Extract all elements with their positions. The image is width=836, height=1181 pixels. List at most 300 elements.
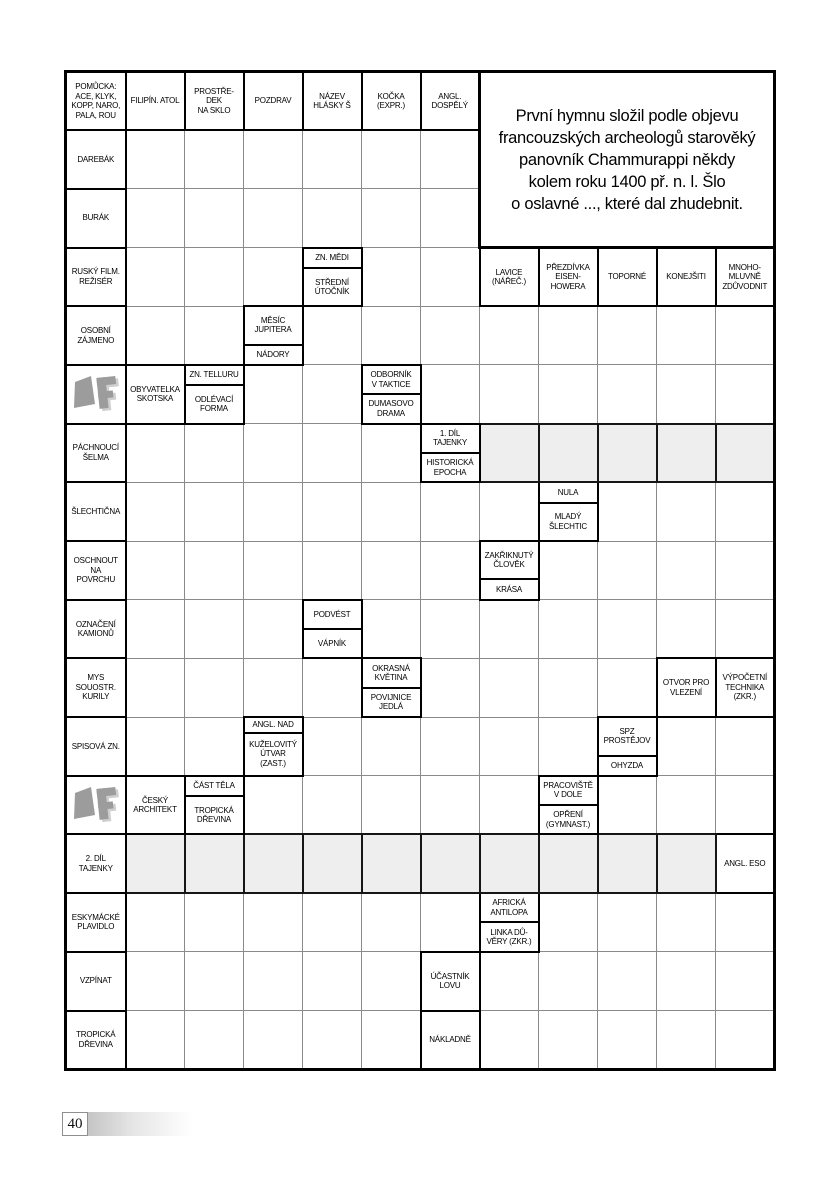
- answer-cell: [539, 658, 598, 717]
- clue-text-line: LOVU: [439, 981, 461, 991]
- grid-row: [66, 482, 775, 541]
- clue-text-line: ANGL. NAD: [252, 720, 294, 730]
- answer-cell: [480, 717, 539, 776]
- clue-text-line: OPŘENÍ: [553, 810, 583, 820]
- solution-answer-cell: [480, 834, 539, 893]
- answer-cell: [421, 541, 480, 600]
- clue-text-line: 1. DÍL: [439, 428, 461, 438]
- clue-text-line: KONEJŠITI: [666, 272, 706, 282]
- clue-text-line: ŠLECHTIČNA: [71, 506, 121, 516]
- answer-cell: [421, 130, 480, 189]
- clue-cell: [66, 717, 126, 776]
- clue-text-line: SOUOSTR.: [75, 682, 116, 692]
- answer-cell: [539, 600, 598, 659]
- answer-cell: [126, 130, 185, 189]
- clue-text-line: DAREBÁK: [77, 154, 115, 164]
- clue-text-line: PODVÉST: [313, 609, 351, 619]
- clue-text-line: ZN. TELLURU: [189, 370, 239, 380]
- answer-cell: [185, 482, 244, 541]
- answer-cell: [185, 658, 244, 717]
- clue-text-line: ZAKŘIKNUTÝ: [484, 550, 534, 560]
- clue-cell: [716, 658, 775, 717]
- answer-cell: [716, 600, 775, 659]
- answer-cell: [539, 1011, 598, 1070]
- clue-text-line: ESKYMÁCKÉ: [71, 912, 120, 922]
- clue-text-line: (GYMNAST.): [545, 819, 591, 829]
- split-clue-cell: [303, 600, 362, 659]
- answer-cell: [303, 365, 362, 424]
- clue-cell: [66, 72, 126, 131]
- clue-cell: [126, 776, 185, 835]
- clue-text-line: OKRASNÁ: [372, 663, 410, 673]
- answer-cell: [716, 776, 775, 835]
- answer-cell: [598, 776, 657, 835]
- clue-text-line: HOWERA: [550, 281, 586, 291]
- answer-cell: [303, 776, 362, 835]
- clue-text-line: ANGL.: [438, 91, 462, 101]
- answer-cell: [421, 306, 480, 365]
- grid-row: [66, 834, 775, 893]
- clue-text-line: PRACOVIŠTĚ: [543, 780, 593, 790]
- split-clue-cell: [539, 482, 598, 541]
- answer-cell: [716, 541, 775, 600]
- answer-cell: [362, 306, 421, 365]
- clue-text-line: DUMASOVO: [368, 399, 414, 409]
- puzzle-legend-text: [481, 105, 773, 215]
- clue-cell: [716, 248, 775, 307]
- clue-text-line: FILIPÍN. ATOL: [130, 96, 180, 106]
- page-footer: [62, 1112, 192, 1136]
- clue-text-line: KURILY: [82, 692, 110, 702]
- clue-text-line: (ZAST.): [260, 758, 286, 768]
- split-clue-stack: [481, 894, 538, 951]
- clue-part: [363, 393, 420, 422]
- answer-cell: [657, 776, 716, 835]
- answer-cell: [126, 189, 185, 248]
- answer-cell: [126, 658, 185, 717]
- solution-answer-cell: [362, 834, 421, 893]
- answer-cell: [598, 952, 657, 1011]
- answer-cell: [303, 952, 362, 1011]
- answer-cell: [657, 541, 716, 600]
- clue-text-line: VĚRY (ZKR.): [486, 937, 532, 947]
- answer-cell: [244, 130, 303, 189]
- clue-text-line: DOSPĚLÝ: [431, 101, 468, 111]
- clue-text-line: EPOCHA: [433, 467, 467, 477]
- answer-cell: [480, 365, 539, 424]
- answer-cell: [716, 893, 775, 952]
- clue-text-line: PŘEZDÍVKA: [546, 262, 590, 272]
- logo-cell: [66, 776, 126, 835]
- clue-cell: [66, 306, 126, 365]
- solution-answer-cell: [126, 834, 185, 893]
- answer-cell: [303, 189, 362, 248]
- answer-cell: [362, 248, 421, 307]
- answer-cell: [244, 541, 303, 600]
- magazine-logo-icon: [71, 784, 121, 826]
- clue-text-line: KOČKA: [377, 91, 405, 101]
- clue-text-line: PLAVIDLO: [77, 922, 115, 932]
- clue-text-line: (ZKR.): [733, 692, 756, 702]
- split-clue-stack: [363, 366, 420, 423]
- answer-cell: [126, 717, 185, 776]
- crossword-grid-body: [66, 72, 775, 1070]
- clue-text-line: OSOBNÍ: [80, 326, 111, 336]
- solution-answer-cell: [539, 424, 598, 483]
- clue-part: [245, 732, 302, 775]
- answer-cell: [657, 600, 716, 659]
- clue-text-line: POVIJNICE: [370, 692, 412, 702]
- answer-cell: [244, 658, 303, 717]
- answer-cell: [303, 130, 362, 189]
- legend-line: panovník Chammurappi někdy: [519, 150, 735, 169]
- clue-cell: [126, 72, 185, 131]
- split-clue-stack: [186, 366, 243, 423]
- split-clue-stack: [245, 307, 302, 364]
- clue-text-line: DRAMA: [377, 408, 405, 418]
- clue-part: [481, 542, 538, 578]
- grid-row: [66, 306, 775, 365]
- grid-row: [66, 600, 775, 659]
- clue-text-line: ČÁST TĚLA: [193, 781, 235, 791]
- answer-cell: [185, 248, 244, 307]
- clue-part: [245, 307, 302, 343]
- grid-row: [66, 952, 775, 1011]
- split-clue-cell: [598, 717, 657, 776]
- clue-text-line: TAJENKY: [78, 863, 113, 873]
- clue-text-line: RUSKÝ FILM.: [71, 267, 120, 277]
- clue-text-line: ŠLECHTIC: [549, 521, 587, 531]
- clue-part: [304, 628, 361, 657]
- answer-cell: [244, 482, 303, 541]
- answer-cell: [598, 658, 657, 717]
- answer-cell: [362, 600, 421, 659]
- split-clue-cell: [539, 776, 598, 835]
- answer-cell: [303, 424, 362, 483]
- solution-answer-cell: [244, 834, 303, 893]
- clue-cell: [66, 541, 126, 600]
- clue-text-line: TROPICKÁ: [76, 1030, 116, 1040]
- split-clue-cell: [362, 658, 421, 717]
- clue-cell: [657, 658, 716, 717]
- clue-part: [540, 804, 597, 833]
- answer-cell: [362, 541, 421, 600]
- clue-part: [599, 718, 656, 754]
- clue-text-line: JUPITERA: [254, 325, 292, 335]
- answer-cell: [303, 482, 362, 541]
- answer-cell: [362, 717, 421, 776]
- answer-cell: [303, 1011, 362, 1070]
- answer-cell: [362, 482, 421, 541]
- clue-text-line: HISTORICKÁ: [426, 458, 474, 468]
- clue-text-line: DŘEVINA: [196, 815, 232, 825]
- clue-text-line: SKOTSKA: [136, 394, 174, 404]
- clue-cell: [126, 365, 185, 424]
- answer-cell: [657, 365, 716, 424]
- clue-text-line: MLADÝ: [554, 512, 582, 522]
- grid-row: [66, 776, 775, 835]
- solution-answer-cell: [657, 834, 716, 893]
- answer-cell: [657, 306, 716, 365]
- answer-cell: [480, 1011, 539, 1070]
- split-clue-stack: [540, 483, 597, 540]
- clue-cell: [66, 658, 126, 717]
- clue-part: [363, 659, 420, 686]
- clue-text-line: (NÁŘEČ.): [492, 277, 526, 287]
- clue-text-line: VLEZENÍ: [670, 687, 702, 697]
- clue-text-line: MLUVNĚ: [728, 272, 761, 282]
- legend-line: První hymnu složil podle objevu: [515, 106, 739, 125]
- answer-cell: [539, 541, 598, 600]
- clue-text-line: POVRCHU: [76, 575, 116, 585]
- answer-cell: [598, 893, 657, 952]
- answer-cell: [421, 189, 480, 248]
- clue-part: [363, 366, 420, 393]
- answer-cell: [716, 717, 775, 776]
- answer-cell: [421, 600, 480, 659]
- clue-text-line: PALA, ROU: [75, 110, 116, 120]
- answer-cell: [244, 189, 303, 248]
- clue-cell: [66, 893, 126, 952]
- answer-cell: [126, 306, 185, 365]
- answer-cell: [185, 189, 244, 248]
- answer-cell: [362, 130, 421, 189]
- clue-text-line: OZNAČENÍ: [75, 619, 116, 629]
- split-clue-stack: [186, 777, 243, 834]
- clue-part: [599, 755, 656, 775]
- clue-text-line: MĚSÍC: [260, 315, 286, 325]
- clue-text-line: NA SKLO: [197, 105, 231, 115]
- answer-cell: [362, 189, 421, 248]
- clue-text-line: ZN. MĚDI: [315, 252, 349, 262]
- answer-cell: [421, 658, 480, 717]
- clue-part: [186, 366, 243, 384]
- clue-part: [422, 425, 479, 452]
- legend-line: o oslavné ..., které dal zhudebnit.: [511, 194, 743, 213]
- answer-cell: [126, 600, 185, 659]
- clue-text-line: EISEN-: [555, 272, 581, 282]
- grid-row: [66, 365, 775, 424]
- clue-cell: [421, 1011, 480, 1070]
- grid-row: [66, 717, 775, 776]
- clue-text-line: KUŽELOVITÝ: [249, 739, 297, 749]
- clue-cell: [244, 72, 303, 131]
- answer-cell: [185, 541, 244, 600]
- answer-cell: [539, 306, 598, 365]
- answer-cell: [185, 717, 244, 776]
- answer-cell: [421, 248, 480, 307]
- solution-answer-cell: [480, 424, 539, 483]
- solution-answer-cell: [185, 834, 244, 893]
- split-clue-cell: [303, 248, 362, 307]
- answer-cell: [480, 306, 539, 365]
- clue-part: [245, 344, 302, 364]
- answer-cell: [303, 717, 362, 776]
- answer-cell: [185, 130, 244, 189]
- clue-part: [304, 249, 361, 267]
- clue-cell: [480, 248, 539, 307]
- clue-text-line: PROSTŘE-: [194, 86, 234, 96]
- clue-text-line: ÚTOČNÍK: [314, 287, 350, 297]
- split-clue-stack: [422, 425, 479, 482]
- answer-cell: [362, 893, 421, 952]
- clue-cell: [421, 72, 480, 131]
- clue-text-line: ACE, KLYK,: [75, 91, 117, 101]
- clue-text-line: OHYZDA: [610, 760, 644, 770]
- clue-text-line: TECHNIKA: [725, 682, 765, 692]
- answer-cell: [362, 1011, 421, 1070]
- answer-cell: [598, 306, 657, 365]
- answer-cell: [539, 717, 598, 776]
- clue-text-line: DEK: [206, 96, 222, 106]
- clue-text-line: KVĚTINA: [374, 673, 408, 683]
- clue-cell: [66, 600, 126, 659]
- clue-part: [540, 502, 597, 540]
- clue-text-line: FORMA: [200, 404, 228, 414]
- answer-cell: [598, 600, 657, 659]
- clue-text-line: TOPORNÉ: [607, 272, 646, 282]
- answer-cell: [244, 365, 303, 424]
- solution-answer-cell: [716, 424, 775, 483]
- answer-cell: [362, 776, 421, 835]
- clue-text-line: TAJENKY: [432, 438, 467, 448]
- answer-cell: [126, 541, 185, 600]
- clue-text-line: NÁZEV: [319, 91, 345, 101]
- clue-part: [481, 578, 538, 598]
- split-clue-stack: [363, 659, 420, 716]
- legend-line: kolem roku 1400 př. n. l. Šlo: [528, 172, 726, 191]
- legend-line: francouzských archeologů starověký: [498, 128, 756, 147]
- clue-cell: [362, 72, 421, 131]
- answer-cell: [126, 248, 185, 307]
- answer-cell: [598, 482, 657, 541]
- clue-text-line: LAVICE: [495, 267, 523, 277]
- answer-cell: [126, 952, 185, 1011]
- split-clue-stack: [540, 777, 597, 834]
- answer-cell: [539, 365, 598, 424]
- clue-part: [540, 483, 597, 501]
- clue-text-line: TROPICKÁ: [194, 805, 234, 815]
- answer-cell: [716, 482, 775, 541]
- answer-cell: [480, 952, 539, 1011]
- clue-cell: [303, 72, 362, 131]
- clue-text-line: SPISOVÁ ZN.: [71, 741, 120, 751]
- answer-cell: [244, 248, 303, 307]
- clue-part: [363, 687, 420, 716]
- clue-cell: [66, 834, 126, 893]
- magazine-logo-icon: [71, 373, 121, 415]
- answer-cell: [421, 776, 480, 835]
- answer-cell: [480, 482, 539, 541]
- answer-cell: [185, 952, 244, 1011]
- clue-cell: [66, 130, 126, 189]
- clue-text-line: ARCHITEKT: [133, 805, 177, 815]
- answer-cell: [362, 424, 421, 483]
- clue-text-line: 2. DÍL: [85, 854, 106, 864]
- split-clue-cell: [244, 306, 303, 365]
- clue-cell: [539, 248, 598, 307]
- crossword-grid: [64, 70, 776, 1071]
- grid-row: [66, 1011, 775, 1070]
- answer-cell: [657, 952, 716, 1011]
- clue-cell: [66, 1011, 126, 1070]
- split-clue-cell: [244, 717, 303, 776]
- grid-row: [66, 541, 775, 600]
- clue-text-line: ČESKÝ: [141, 795, 169, 805]
- grid-row: [66, 72, 775, 131]
- answer-cell: [244, 600, 303, 659]
- answer-cell: [244, 893, 303, 952]
- clue-text-line: DŘEVINA: [78, 1039, 113, 1049]
- clue-text-line: ANGL. ESO: [724, 859, 766, 869]
- clue-text-line: VÝPOČETNÍ: [722, 673, 767, 683]
- clue-cell: [185, 72, 244, 131]
- clue-text-line: ODLÉVACÍ: [194, 394, 234, 404]
- clue-part: [481, 921, 538, 950]
- clue-text-line: ZÁJMENO: [77, 335, 115, 345]
- logo-cell: [66, 365, 126, 424]
- answer-cell: [421, 717, 480, 776]
- grid-row: [66, 893, 775, 952]
- clue-cell: [66, 482, 126, 541]
- clue-text-line: ANTILOPA: [490, 907, 528, 917]
- clue-text-line: REŽISÉR: [79, 276, 113, 286]
- clue-part: [540, 777, 597, 804]
- clue-text-line: ÚČASTNÍK: [430, 971, 470, 981]
- clue-text-line: POMŮCKA:: [75, 82, 117, 92]
- clue-text-line: OBYVATELKA: [130, 384, 180, 394]
- solution-answer-cell: [303, 834, 362, 893]
- answer-cell: [185, 1011, 244, 1070]
- answer-cell: [657, 717, 716, 776]
- clue-text-line: ODBORNÍK: [370, 370, 412, 380]
- grid-row: [66, 658, 775, 717]
- clue-text-line: VÁPNÍK: [317, 638, 347, 648]
- split-clue-stack: [245, 718, 302, 775]
- clue-text-line: NÁKLADNĚ: [429, 1034, 471, 1044]
- answer-cell: [539, 952, 598, 1011]
- answer-cell: [421, 365, 480, 424]
- answer-cell: [598, 541, 657, 600]
- clue-text-line: KRÁSA: [495, 584, 523, 594]
- split-clue-stack: [304, 601, 361, 658]
- answer-cell: [657, 1011, 716, 1070]
- split-clue-stack: [481, 542, 538, 599]
- solution-answer-cell: [598, 424, 657, 483]
- split-clue-stack: [599, 718, 656, 775]
- answer-cell: [244, 776, 303, 835]
- page-number: 40: [62, 1112, 88, 1136]
- clue-text-line: VZPÍNAT: [79, 976, 112, 986]
- clue-text-line: SPZ: [619, 726, 635, 736]
- clue-part: [481, 894, 538, 921]
- answer-cell: [126, 424, 185, 483]
- answer-cell: [362, 952, 421, 1011]
- clue-part: [186, 777, 243, 795]
- clue-part: [186, 795, 243, 833]
- clue-part: [186, 384, 243, 422]
- clue-text-line: PROSTĚJOV: [603, 736, 651, 746]
- answer-cell: [421, 482, 480, 541]
- answer-cell: [716, 365, 775, 424]
- split-clue-cell: [480, 893, 539, 952]
- answer-cell: [657, 482, 716, 541]
- answer-cell: [303, 893, 362, 952]
- clue-text-line: AFRICKÁ: [492, 898, 526, 908]
- clue-text-line: V TAKTICE: [371, 379, 411, 389]
- answer-cell: [185, 424, 244, 483]
- solution-answer-cell: [598, 834, 657, 893]
